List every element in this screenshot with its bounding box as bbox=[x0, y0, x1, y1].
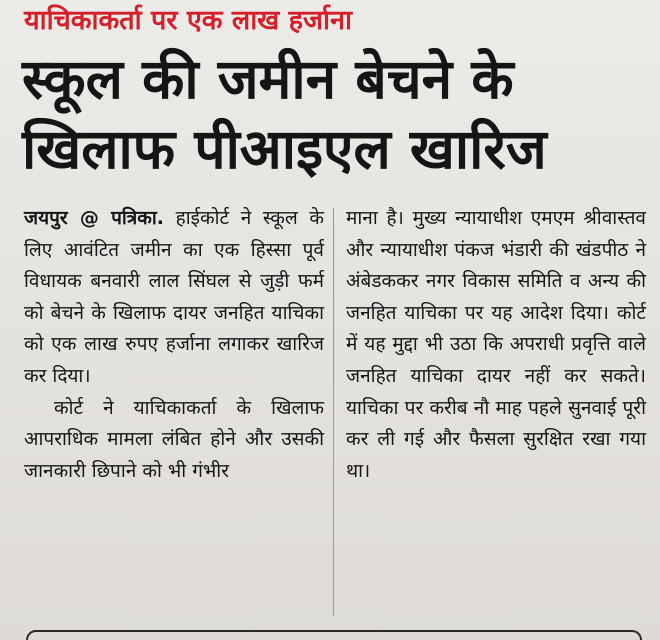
article-paragraph bbox=[346, 203, 646, 487]
next-article-box bbox=[26, 630, 642, 640]
headline-line-2: खिलाफ पीआइएल खारिज bbox=[22, 117, 547, 181]
paragraph-text: कोर्ट ने याचिकाकर्ता के खिलाफ आपराधिक मामला लंबित होने और उसकी जानकारी छिपाने को भी गंभीर bbox=[24, 396, 324, 482]
paragraph-text: हाईकोर्ट ने स्कूल के लिए आवंटित जमीन का एक हिस्सा पूर्व विधायक बनवारी लाल सिंघल से जुड़ी फर्म को बेचने के खिलाफ दायर जनहित याचिका को एक लाख रुपए हर्जाना लगाकर खारिज कर दिया। bbox=[24, 207, 324, 387]
main-headline bbox=[22, 44, 652, 184]
article-column-left bbox=[24, 203, 324, 487]
article-paragraph bbox=[24, 203, 324, 393]
kicker-headline: याचिकाकर्ता पर एक लाख हर्जाना bbox=[24, 5, 353, 36]
article-column-right bbox=[346, 203, 646, 487]
dateline: जयपुर @ पत्रिका. bbox=[24, 207, 165, 229]
column-divider bbox=[333, 208, 334, 616]
article-paragraph bbox=[24, 393, 324, 488]
paragraph-text: माना है। मुख्य न्यायाधीश एमएम श्रीवास्तव और न्यायाधीश पंकज भंडारी की खंडपीठ ने अंबेडककर नगर विकास समिति व अन्य की जनहित याचिका पर यह आदेश दिया। कोर्ट में यह मुद्दा भी उठा कि अपराधी प्रवृत्ति वाले जनहित याचिका दायर नहीं कर सकते। याचिका पर करीब नौ माह पहले सुनवाई पूरी कर ली गई और फैसला सुरक्षित रखा गया था। bbox=[346, 207, 646, 482]
headline-line-1: स्कूल की जमीन बेचने के bbox=[22, 47, 514, 111]
